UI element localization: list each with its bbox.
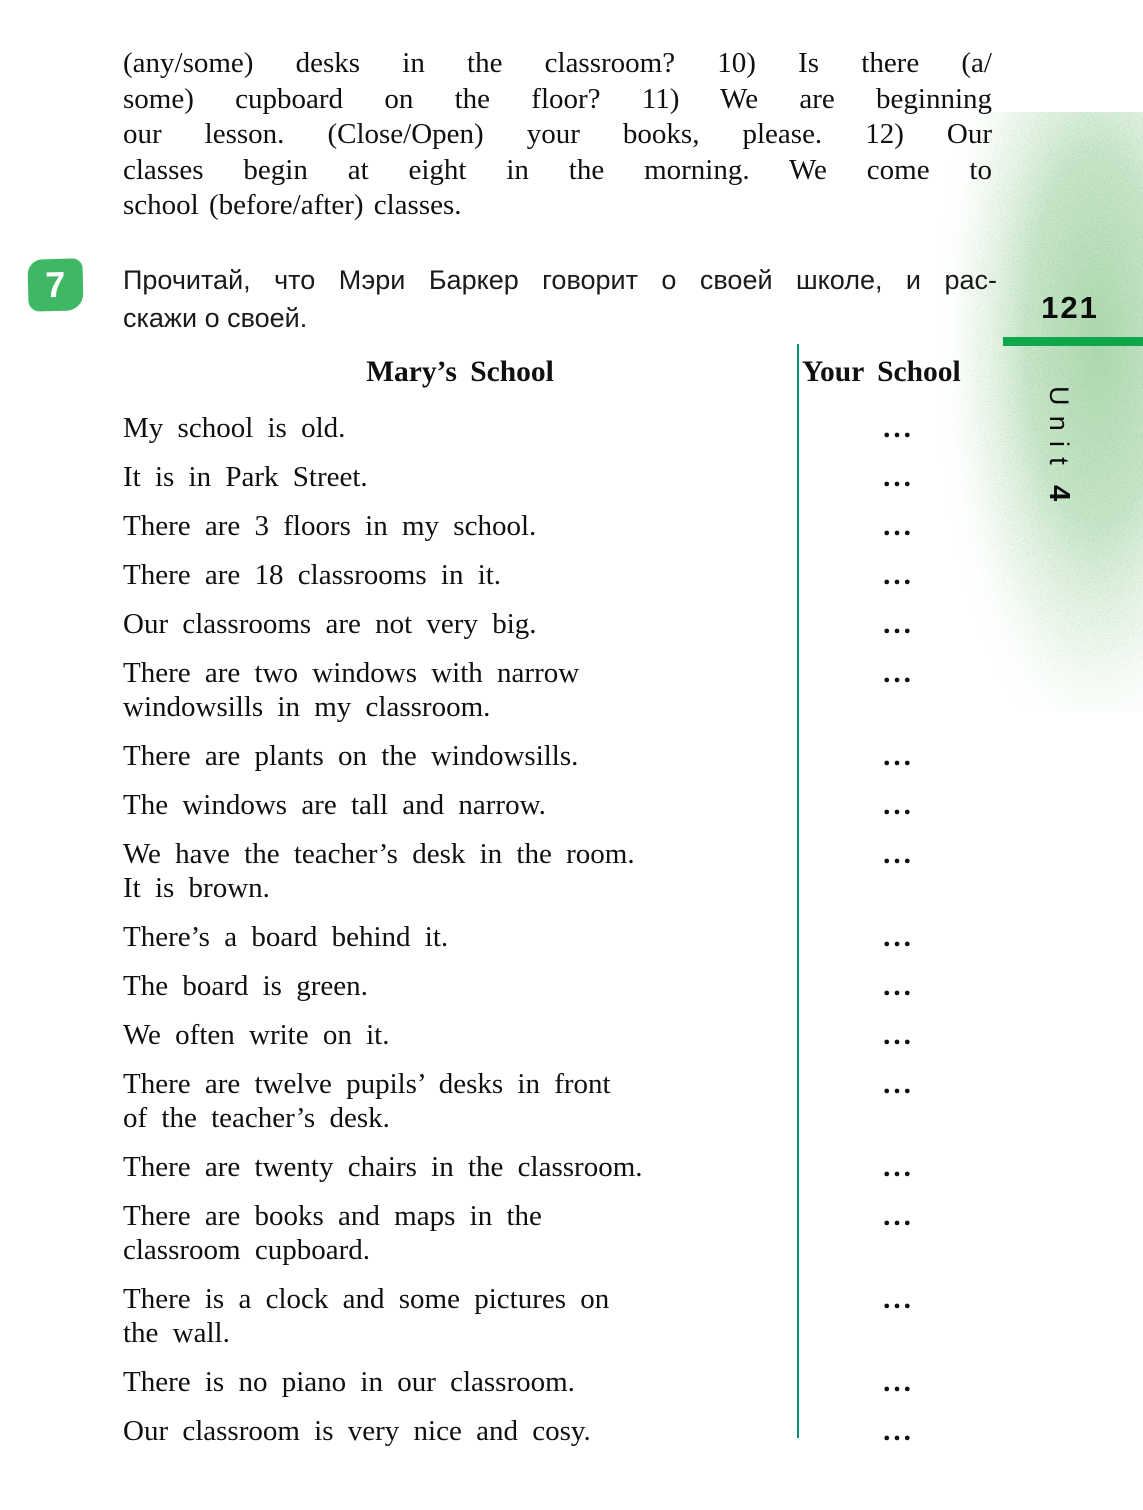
table-row xyxy=(123,788,1000,822)
your-school-ellipsis: ... xyxy=(883,1200,914,1232)
text-line: There is a clock and some pictures on xyxy=(123,1283,610,1315)
mary-school-statement xyxy=(123,1150,797,1184)
mary-school-statement xyxy=(123,1067,797,1135)
text-line: We often write on it. xyxy=(123,1019,390,1051)
table-row xyxy=(123,607,1000,641)
your-school-ellipsis: ... xyxy=(883,740,914,772)
table-row xyxy=(123,509,1000,543)
mary-school-statement xyxy=(123,969,797,1003)
table-row xyxy=(123,411,1000,445)
your-school-ellipsis: ... xyxy=(883,921,914,953)
text-line: There are twenty chairs in the classroom. xyxy=(123,1151,643,1183)
your-school-ellipsis: ... xyxy=(883,657,914,689)
text-line: windowsills in my classroom. xyxy=(123,691,491,723)
your-school-ellipsis: ... xyxy=(883,412,914,444)
mary-school-statement xyxy=(123,1282,797,1350)
text-line: There are two windows with narrow xyxy=(123,657,580,689)
your-school-ellipsis: ... xyxy=(883,789,914,821)
text-line: The windows are tall and narrow. xyxy=(123,789,546,821)
table-header-your-school: Your School xyxy=(802,356,961,388)
mary-school-statement xyxy=(123,1365,797,1399)
mary-school-statement xyxy=(123,656,797,724)
mary-school-statement xyxy=(123,1018,797,1052)
exercise-number-badge: 7 xyxy=(27,258,83,311)
your-school-ellipsis: ... xyxy=(883,838,914,870)
exercise-instruction xyxy=(123,261,997,337)
table-row xyxy=(123,558,1000,592)
page-number: 121 xyxy=(1041,290,1099,325)
text-line: the wall. xyxy=(123,1317,230,1349)
text-line: of the teacher’s desk. xyxy=(123,1102,390,1134)
unit-number: 4 xyxy=(1043,485,1075,512)
text-line: There are 18 classrooms in it. xyxy=(123,559,502,591)
mary-school-statement xyxy=(123,788,797,822)
table-row xyxy=(123,920,1000,954)
text-line: school (before/after) classes. xyxy=(123,189,462,221)
text-line: Our classroom is very nice and cosy. xyxy=(123,1415,591,1447)
text-line: My school is old. xyxy=(123,412,346,444)
table-row xyxy=(123,656,1000,724)
text-line: There are 3 floors in my school. xyxy=(123,510,537,542)
table-rows xyxy=(123,411,1000,1448)
table-row xyxy=(123,969,1000,1003)
mary-school-statement xyxy=(123,509,797,543)
your-school-ellipsis: ... xyxy=(883,510,914,542)
your-school-ellipsis: ... xyxy=(883,970,914,1002)
table-row xyxy=(123,837,1000,905)
mary-school-statement xyxy=(123,837,797,905)
text-line: classes begin at eight in the morning. We come to xyxy=(123,153,992,186)
table-header-row xyxy=(123,354,1000,390)
text-line: our lesson. (Close/Open) your books, please. 12) Our xyxy=(123,118,992,150)
your-school-ellipsis: ... xyxy=(883,1019,914,1051)
unit-tab xyxy=(1042,386,1075,566)
mary-school-statement xyxy=(123,558,797,592)
table-row xyxy=(123,460,1000,494)
text-line: There’s a board behind it. xyxy=(123,921,449,953)
table-row xyxy=(123,1067,1000,1135)
mary-school-statement xyxy=(123,411,797,445)
mary-school-statement xyxy=(123,1414,797,1448)
text-line: The board is green. xyxy=(123,970,368,1002)
text-line: Our classrooms are not very big. xyxy=(123,608,537,640)
mary-school-statement xyxy=(123,1199,797,1267)
text-line: There are plants on the windowsills. xyxy=(123,740,579,772)
mary-school-statement xyxy=(123,920,797,954)
your-school-ellipsis: ... xyxy=(883,461,914,493)
mary-school-statement xyxy=(123,460,797,494)
table-row xyxy=(123,1414,1000,1448)
unit-label: Unit xyxy=(1044,386,1074,476)
page-number-underline-bar xyxy=(1003,337,1143,346)
table-row xyxy=(123,1282,1000,1350)
your-school-ellipsis: ... xyxy=(883,1283,914,1315)
table-row xyxy=(123,1365,1000,1399)
table-header-marys-school: Mary’s School xyxy=(366,356,554,388)
text-line: We have the teacher’s desk in the room. xyxy=(123,838,635,870)
text-line: There are books and maps in the xyxy=(123,1200,542,1232)
your-school-ellipsis: ... xyxy=(883,1068,914,1100)
text-line: There are twelve pupils’ desks in front xyxy=(123,1068,611,1100)
your-school-ellipsis: ... xyxy=(883,1415,914,1447)
text-line: (any/some) desks in the classroom? 10) Is there (a/ xyxy=(123,47,992,79)
table-row xyxy=(123,1018,1000,1052)
mary-school-statement xyxy=(123,739,797,773)
your-school-ellipsis: ... xyxy=(883,559,914,591)
text-line: It is in Park Street. xyxy=(123,461,368,493)
text-line: It is brown. xyxy=(123,872,270,904)
table-row xyxy=(123,739,1000,773)
your-school-ellipsis: ... xyxy=(883,1151,914,1183)
text-line: скажи о своей. xyxy=(123,303,308,333)
text-line: some) cupboard on the floor? 11) We are beginning xyxy=(123,82,992,115)
table-row xyxy=(123,1199,1000,1267)
table-row xyxy=(123,1150,1000,1184)
text-line: There is no piano in our classroom. xyxy=(123,1366,575,1398)
mary-school-statement xyxy=(123,607,797,641)
intro-paragraph xyxy=(123,46,992,224)
text-line: classroom cupboard. xyxy=(123,1234,370,1266)
your-school-ellipsis: ... xyxy=(883,1366,914,1398)
text-line: Прочитай, что Мэри Баркер говорит о своей школе, и рас- xyxy=(123,265,997,295)
your-school-ellipsis: ... xyxy=(883,608,914,640)
